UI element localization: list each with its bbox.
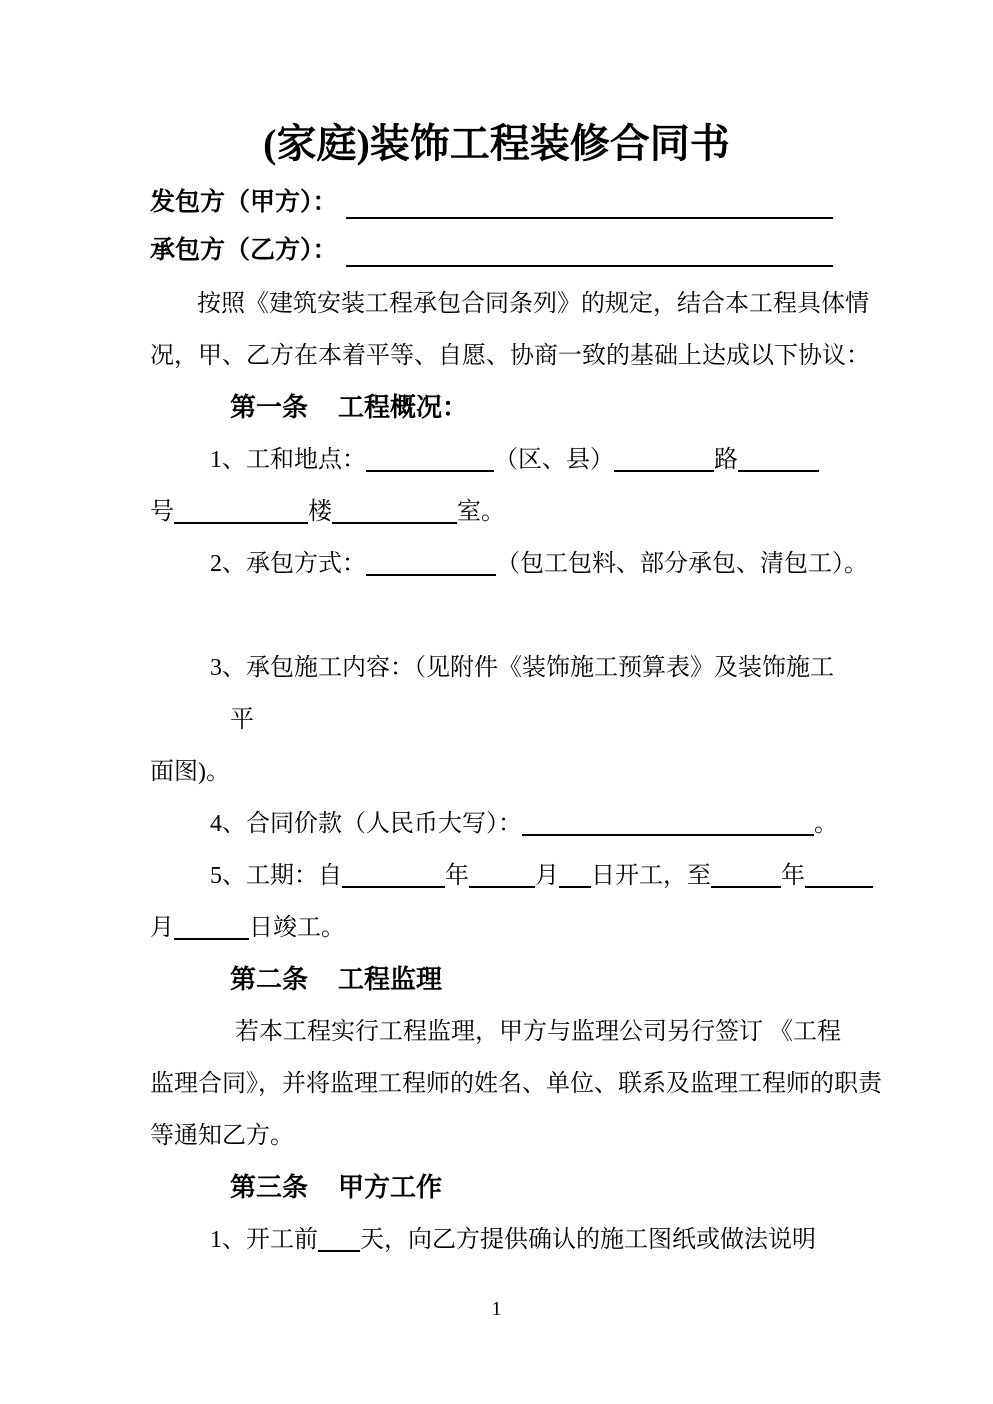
item-2-tail: （包工包料、部分承包、清包工）。 [496, 551, 868, 577]
start-month-blank-underline [469, 862, 535, 888]
item-1-shi: 室。 [457, 499, 505, 525]
party-b-line [150, 234, 833, 268]
article-1-item-3-line-3: 面图)。 [150, 759, 230, 785]
item-1-lead: 1、工和地点： [210, 447, 366, 473]
article-3-item-1-tail: 天，向乙方提供确认的施工图纸或做法说明 [360, 1227, 816, 1253]
item-1-district: （区、县） [494, 447, 614, 473]
article-1-item-2 [150, 538, 868, 590]
item-5-line2-month: 月 [150, 915, 174, 941]
party-b-label: 承包方（乙方）： [150, 237, 338, 264]
article-1-heading [150, 382, 860, 434]
article-2-number: 第二条 [230, 965, 309, 994]
item-5-year2: 年 [781, 863, 805, 889]
item-2-lead: 2、承包方式： [210, 551, 366, 577]
article-2-line-1: 若本工程实行工程监理，甲方与监理公司另行签订 《工程 [235, 1019, 841, 1045]
item-5-lead: 5、工期：自 [210, 863, 342, 889]
item-4-lead: 4、合同价款（人民币大写）： [210, 811, 522, 837]
item-5-line2-tail: 日竣工。 [249, 915, 345, 941]
item-5-year1: 年 [445, 863, 469, 889]
parties-block [150, 186, 833, 268]
article-2-line-2: 监理合同》，并将监理工程师的姓名、单位、联系及监理工程师的职责 [150, 1071, 882, 1097]
article-1-title: 工程概况： [338, 393, 469, 422]
price-blank-underline [522, 810, 814, 836]
item-4-tail: 。 [814, 811, 838, 837]
spacer-line [150, 590, 860, 642]
location-blank-underline [366, 446, 494, 472]
article-2-line-3: 等通知乙方。 [150, 1123, 294, 1149]
article-1-item-5-line-1 [150, 850, 860, 902]
preamble-line-1: 按照《建筑安装工程承包合同条列》的规定，结合本工程具体情 [197, 291, 869, 317]
item-5-month1: 月 [535, 863, 559, 889]
start-year-blank-underline [342, 862, 445, 888]
article-3-number: 第三条 [230, 1173, 309, 1202]
article-1-number: 第一条 [230, 393, 309, 422]
party-a-blank-underline [346, 217, 833, 219]
item-1-hao: 号 [150, 499, 174, 525]
item-5-mid: 日开工，至 [591, 863, 711, 889]
party-a-line [150, 186, 833, 220]
days-blank-underline [318, 1226, 360, 1252]
article-1-item-3-line-1: 3、承包施工内容：（见附件《装饰施工预算表》及装饰施工 [210, 655, 834, 681]
end-day-blank-underline [174, 914, 249, 940]
contract-mode-blank-underline [366, 550, 496, 576]
article-3-item-1-lead: 1、开工前 [210, 1227, 318, 1253]
article-3-title: 甲方工作 [338, 1173, 443, 1202]
district-blank-underline [614, 446, 714, 472]
article-1-item-5-line-2 [150, 902, 860, 954]
article-3-heading [150, 1162, 860, 1214]
road-blank-underline [738, 446, 819, 472]
article-2-heading [150, 954, 860, 1006]
article-3-item-1 [150, 1214, 860, 1266]
article-1-item-3-line-2: 平 [230, 707, 254, 733]
article-2-title: 工程监理 [338, 965, 443, 994]
end-year-blank-underline [711, 862, 781, 888]
page-number: 1 [491, 1298, 502, 1320]
contract-body [150, 278, 882, 1266]
start-day-blank-underline [559, 862, 591, 888]
item-1-lou: 楼 [308, 499, 332, 525]
number-blank-underline [174, 498, 308, 524]
end-month-blank-underline [805, 862, 873, 888]
article-1-item-1-line-1 [150, 434, 860, 486]
article-1-item-1-line-2 [150, 486, 860, 538]
party-a-label: 发包方（甲方）： [150, 189, 338, 216]
preamble-line-2: 况，甲、乙方在本着平等、自愿、协商一致的基础上达成以下协议： [150, 343, 870, 369]
document-title: (家庭)装饰工程装修合同书 [263, 121, 730, 166]
article-1-item-4 [150, 798, 860, 850]
party-b-blank-underline [346, 265, 833, 267]
building-blank-underline [332, 498, 457, 524]
item-1-road: 路 [714, 447, 738, 473]
